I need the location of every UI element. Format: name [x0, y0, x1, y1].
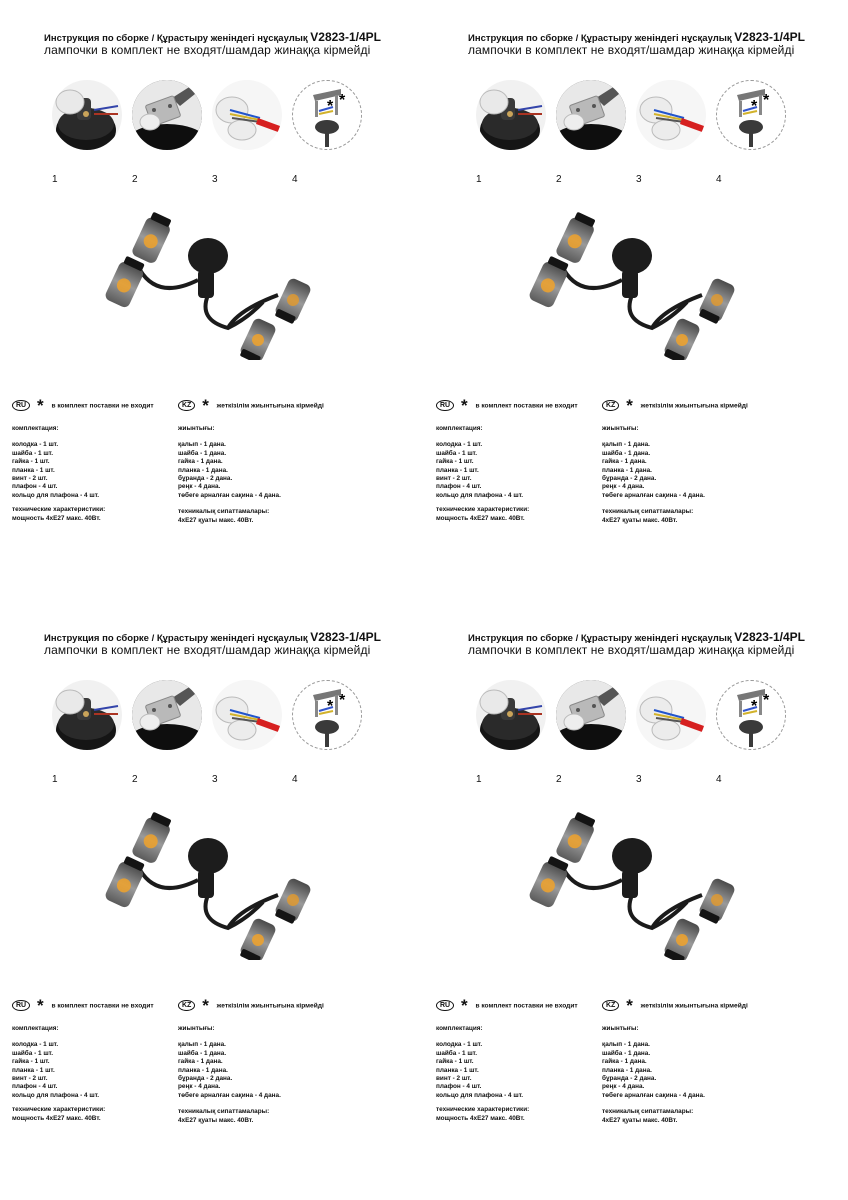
step-number: 1: [476, 174, 482, 185]
list-item: шайба - 1 шт.: [12, 1049, 53, 1057]
kz-legend: [178, 395, 324, 415]
step-number: 4: [292, 774, 298, 785]
kz-kit-list: [602, 1025, 705, 1125]
model-code: V2823-1/4PL: [734, 630, 805, 644]
list-item: колодка - 1 шт.: [12, 1041, 59, 1049]
asterisk-icon: *: [460, 995, 468, 1015]
kz-kit-list: [178, 425, 281, 525]
list-item: плафон - 4 шт.: [12, 483, 58, 491]
ru-legend: [12, 995, 154, 1015]
step-3-photo: [212, 680, 282, 750]
list-item: реңк - 4 дана.: [602, 483, 645, 491]
list-item: қалып - 1 дана.: [602, 1041, 650, 1049]
ru-kit-heading: комплектация:: [436, 1025, 483, 1032]
asterisk-icon: *: [626, 995, 633, 1015]
step-2-photo: [556, 680, 626, 750]
bulbs-note: лампочки в комплект не входят/шамдар жинаққа кірмейді: [468, 43, 795, 57]
list-item: бұранда - 2 дана.: [178, 1075, 233, 1083]
asterisk-icon: *: [202, 995, 209, 1015]
list-item: шайба - 1 дана.: [178, 449, 227, 457]
step-number: 3: [212, 774, 218, 785]
ru-spec: мощность 4хЕ27 макс. 40Вт.: [12, 1114, 101, 1122]
title-text: Инструкция по сборке / Құрастыру женіндегі нұсқаулық: [44, 633, 308, 644]
step-number: 1: [52, 774, 58, 785]
kz-spec: 4хЕ27 қуаты макс. 40Вт.: [178, 1116, 254, 1124]
sheet-title: [44, 30, 381, 44]
ru-legend: [12, 395, 154, 415]
list-item: колодка - 1 шт.: [436, 1041, 483, 1049]
list-item: гайка - 1 шт.: [436, 1058, 474, 1066]
list-item: төбеге арналған сақина - 4 дана.: [178, 491, 281, 499]
kz-spec-heading: техникалық сипаттамалары:: [178, 1108, 270, 1116]
chandelier-image: [512, 200, 742, 360]
step-number: 3: [636, 174, 642, 185]
asterisk-icon: *: [36, 995, 44, 1015]
kz-spec-heading: техникалық сипаттамалары:: [602, 508, 694, 516]
step-number: 4: [716, 174, 722, 185]
ru-kit-heading: комплектация:: [436, 425, 483, 432]
step-4-diagram: [716, 680, 786, 750]
list-item: шайба - 1 дана.: [602, 449, 651, 457]
kz-legend: [602, 995, 748, 1015]
list-item: кольцо для плафона - 4 шт.: [436, 1091, 524, 1099]
list-item: шайба - 1 дана.: [178, 1049, 227, 1057]
list-item: планка - 1 дана.: [602, 1066, 652, 1074]
list-item: гайка - 1 шт.: [436, 458, 474, 466]
list-item: планка - 1 шт.: [12, 1066, 55, 1074]
step-number: 2: [132, 174, 138, 185]
asterisk-icon: *: [36, 395, 44, 415]
list-item: плафон - 4 шт.: [436, 1083, 482, 1091]
ru-kit-heading: комплектация:: [12, 1025, 59, 1032]
step-4-diagram: [292, 680, 362, 750]
list-item: гайка - 1 шт.: [12, 458, 50, 466]
instruction-sheet: [8, 630, 408, 1190]
kz-note: жеткізілім жиынтығына кірмейді: [640, 402, 748, 410]
list-item: планка - 1 шт.: [436, 466, 479, 474]
list-item: планка - 1 шт.: [12, 466, 55, 474]
excluded-star-icon: *: [751, 98, 758, 115]
kz-kit-heading: жиынтығы:: [178, 1025, 215, 1032]
kz-legend: [178, 995, 324, 1015]
list-item: плафон - 4 шт.: [12, 1083, 58, 1091]
list-item: винт - 2 шт.: [12, 475, 48, 483]
kz-badge: KZ: [602, 400, 619, 411]
ru-badge: RU: [12, 1000, 30, 1011]
list-item: гайка - 1 дана.: [178, 458, 223, 466]
ru-kit-list: [12, 1025, 105, 1123]
excluded-star-icon: *: [763, 692, 770, 709]
list-item: колодка - 1 шт.: [12, 441, 59, 449]
list-item: планка - 1 дана.: [602, 466, 652, 474]
title-text: Инструкция по сборке / Құрастыру женіндегі нұсқаулық: [468, 33, 732, 44]
step-1-photo: [476, 680, 546, 750]
step-3-photo: [636, 80, 706, 150]
chandelier-image: [512, 800, 742, 960]
list-item: шайба - 1 дана.: [602, 1049, 651, 1057]
sheet-title: [468, 630, 805, 644]
excluded-star-icon: *: [339, 92, 346, 109]
list-item: винт - 2 шт.: [436, 1075, 472, 1083]
list-item: реңк - 4 дана.: [178, 483, 221, 491]
step-number: 2: [556, 174, 562, 185]
list-item: кольцо для плафона - 4 шт.: [436, 491, 524, 499]
kz-kit-heading: жиынтығы:: [178, 425, 215, 432]
list-item: төбеге арналған сақина - 4 дана.: [602, 1091, 705, 1099]
ru-spec: мощность 4хЕ27 макс. 40Вт.: [436, 1114, 525, 1122]
ru-note: в комплект поставки не входит: [51, 402, 154, 410]
list-item: реңк - 4 дана.: [178, 1083, 221, 1091]
kz-spec-heading: техникалық сипаттамалары:: [178, 508, 270, 516]
list-item: колодка - 1 шт.: [436, 441, 483, 449]
list-item: шайба - 1 шт.: [436, 449, 477, 457]
step-1-photo: [476, 80, 546, 150]
chandelier-image: [88, 200, 318, 360]
ru-spec: мощность 4хЕ27 макс. 40Вт.: [436, 514, 525, 522]
list-item: төбеге арналған сақина - 4 дана.: [178, 1091, 281, 1099]
kz-note: жеткізілім жиынтығына кірмейді: [640, 1002, 748, 1010]
list-item: қалып - 1 дана.: [178, 1041, 226, 1049]
list-item: бұранда - 2 дана.: [178, 475, 233, 483]
step-3-photo: [212, 80, 282, 150]
ru-spec-heading: технические характеристики:: [436, 506, 530, 514]
kz-spec: 4хЕ27 қуаты макс. 40Вт.: [602, 1116, 678, 1124]
step-number: 2: [132, 774, 138, 785]
ru-kit-list: [436, 1025, 529, 1123]
kz-kit-list: [178, 1025, 281, 1125]
list-item: гайка - 1 дана.: [178, 1058, 223, 1066]
list-item: планка - 1 дана.: [178, 466, 228, 474]
list-item: кольцо для плафона - 4 шт.: [12, 491, 100, 499]
model-code: V2823-1/4PL: [734, 30, 805, 44]
kz-spec: 4хЕ27 қуаты макс. 40Вт.: [178, 516, 254, 524]
list-item: гайка - 1 дана.: [602, 458, 647, 466]
model-code: V2823-1/4PL: [310, 30, 381, 44]
step-number: 3: [636, 774, 642, 785]
kz-badge: KZ: [178, 1000, 195, 1011]
list-item: реңк - 4 дана.: [602, 1083, 645, 1091]
list-item: планка - 1 дана.: [178, 1066, 228, 1074]
sheet-title: [468, 30, 805, 44]
ru-badge: RU: [436, 1000, 454, 1011]
excluded-star-icon: *: [751, 698, 758, 715]
list-item: бұранда - 2 дана.: [602, 475, 657, 483]
excluded-star-icon: *: [327, 698, 334, 715]
ru-legend: [436, 995, 578, 1015]
list-item: плафон - 4 шт.: [436, 483, 482, 491]
asterisk-icon: *: [626, 395, 633, 415]
ru-kit-list: [12, 425, 105, 523]
kz-badge: KZ: [602, 1000, 619, 1011]
ru-spec-heading: технические характеристики:: [12, 1106, 106, 1114]
chandelier-image: [88, 800, 318, 960]
list-item: қалып - 1 дана.: [602, 441, 650, 449]
kz-kit-heading: жиынтығы:: [602, 425, 639, 432]
ru-note: в комплект поставки не входит: [475, 402, 578, 410]
ru-note: в комплект поставки не входит: [51, 1002, 154, 1010]
step-1-photo: [52, 680, 122, 750]
excluded-star-icon: *: [339, 692, 346, 709]
list-item: төбеге арналған сақина - 4 дана.: [602, 491, 705, 499]
kz-note: жеткізілім жиынтығына кірмейді: [216, 402, 324, 410]
step-2-photo: [556, 80, 626, 150]
kz-kit-list: [602, 425, 705, 525]
instruction-sheet: [432, 30, 832, 590]
sheet-title: [44, 630, 381, 644]
kz-legend: [602, 395, 748, 415]
kz-badge: KZ: [178, 400, 195, 411]
kz-spec: 4хЕ27 қуаты макс. 40Вт.: [602, 516, 678, 524]
step-number: 4: [292, 174, 298, 185]
bulbs-note: лампочки в комплект не входят/шамдар жинаққа кірмейді: [468, 643, 795, 657]
list-item: планка - 1 шт.: [436, 1066, 479, 1074]
ru-spec-heading: технические характеристики:: [12, 506, 106, 514]
ru-badge: RU: [12, 400, 30, 411]
asterisk-icon: *: [460, 395, 468, 415]
model-code: V2823-1/4PL: [310, 630, 381, 644]
list-item: шайба - 1 шт.: [436, 1049, 477, 1057]
title-text: Инструкция по сборке / Құрастыру женіндегі нұсқаулық: [44, 33, 308, 44]
step-number: 1: [52, 174, 58, 185]
step-number: 2: [556, 774, 562, 785]
list-item: гайка - 1 шт.: [12, 1058, 50, 1066]
ru-badge: RU: [436, 400, 454, 411]
list-item: бұранда - 2 дана.: [602, 1075, 657, 1083]
title-text: Инструкция по сборке / Құрастыру женіндегі нұсқаулық: [468, 633, 732, 644]
step-2-photo: [132, 80, 202, 150]
ru-legend: [436, 395, 578, 415]
excluded-star-icon: *: [763, 92, 770, 109]
step-2-photo: [132, 680, 202, 750]
step-number: 3: [212, 174, 218, 185]
bulbs-note: лампочки в комплект не входят/шамдар жинаққа кірмейді: [44, 643, 371, 657]
list-item: кольцо для плафона - 4 шт.: [12, 1091, 100, 1099]
excluded-star-icon: *: [327, 98, 334, 115]
step-4-diagram: [292, 80, 362, 150]
step-3-photo: [636, 680, 706, 750]
ru-note: в комплект поставки не входит: [475, 1002, 578, 1010]
instruction-sheet: [432, 630, 832, 1190]
list-item: қалып - 1 дана.: [178, 441, 226, 449]
step-number: 4: [716, 774, 722, 785]
ru-spec: мощность 4хЕ27 макс. 40Вт.: [12, 514, 101, 522]
asterisk-icon: *: [202, 395, 209, 415]
step-number: 1: [476, 774, 482, 785]
instruction-sheet: [8, 30, 408, 590]
list-item: шайба - 1 шт.: [12, 449, 53, 457]
ru-spec-heading: технические характеристики:: [436, 1106, 530, 1114]
step-1-photo: [52, 80, 122, 150]
kz-spec-heading: техникалық сипаттамалары:: [602, 1108, 694, 1116]
kz-kit-heading: жиынтығы:: [602, 1025, 639, 1032]
ru-kit-heading: комплектация:: [12, 425, 59, 432]
list-item: винт - 2 шт.: [12, 1075, 48, 1083]
list-item: гайка - 1 дана.: [602, 1058, 647, 1066]
ru-kit-list: [436, 425, 529, 523]
bulbs-note: лампочки в комплект не входят/шамдар жинаққа кірмейді: [44, 43, 371, 57]
kz-note: жеткізілім жиынтығына кірмейді: [216, 1002, 324, 1010]
list-item: винт - 2 шт.: [436, 475, 472, 483]
step-4-diagram: [716, 80, 786, 150]
